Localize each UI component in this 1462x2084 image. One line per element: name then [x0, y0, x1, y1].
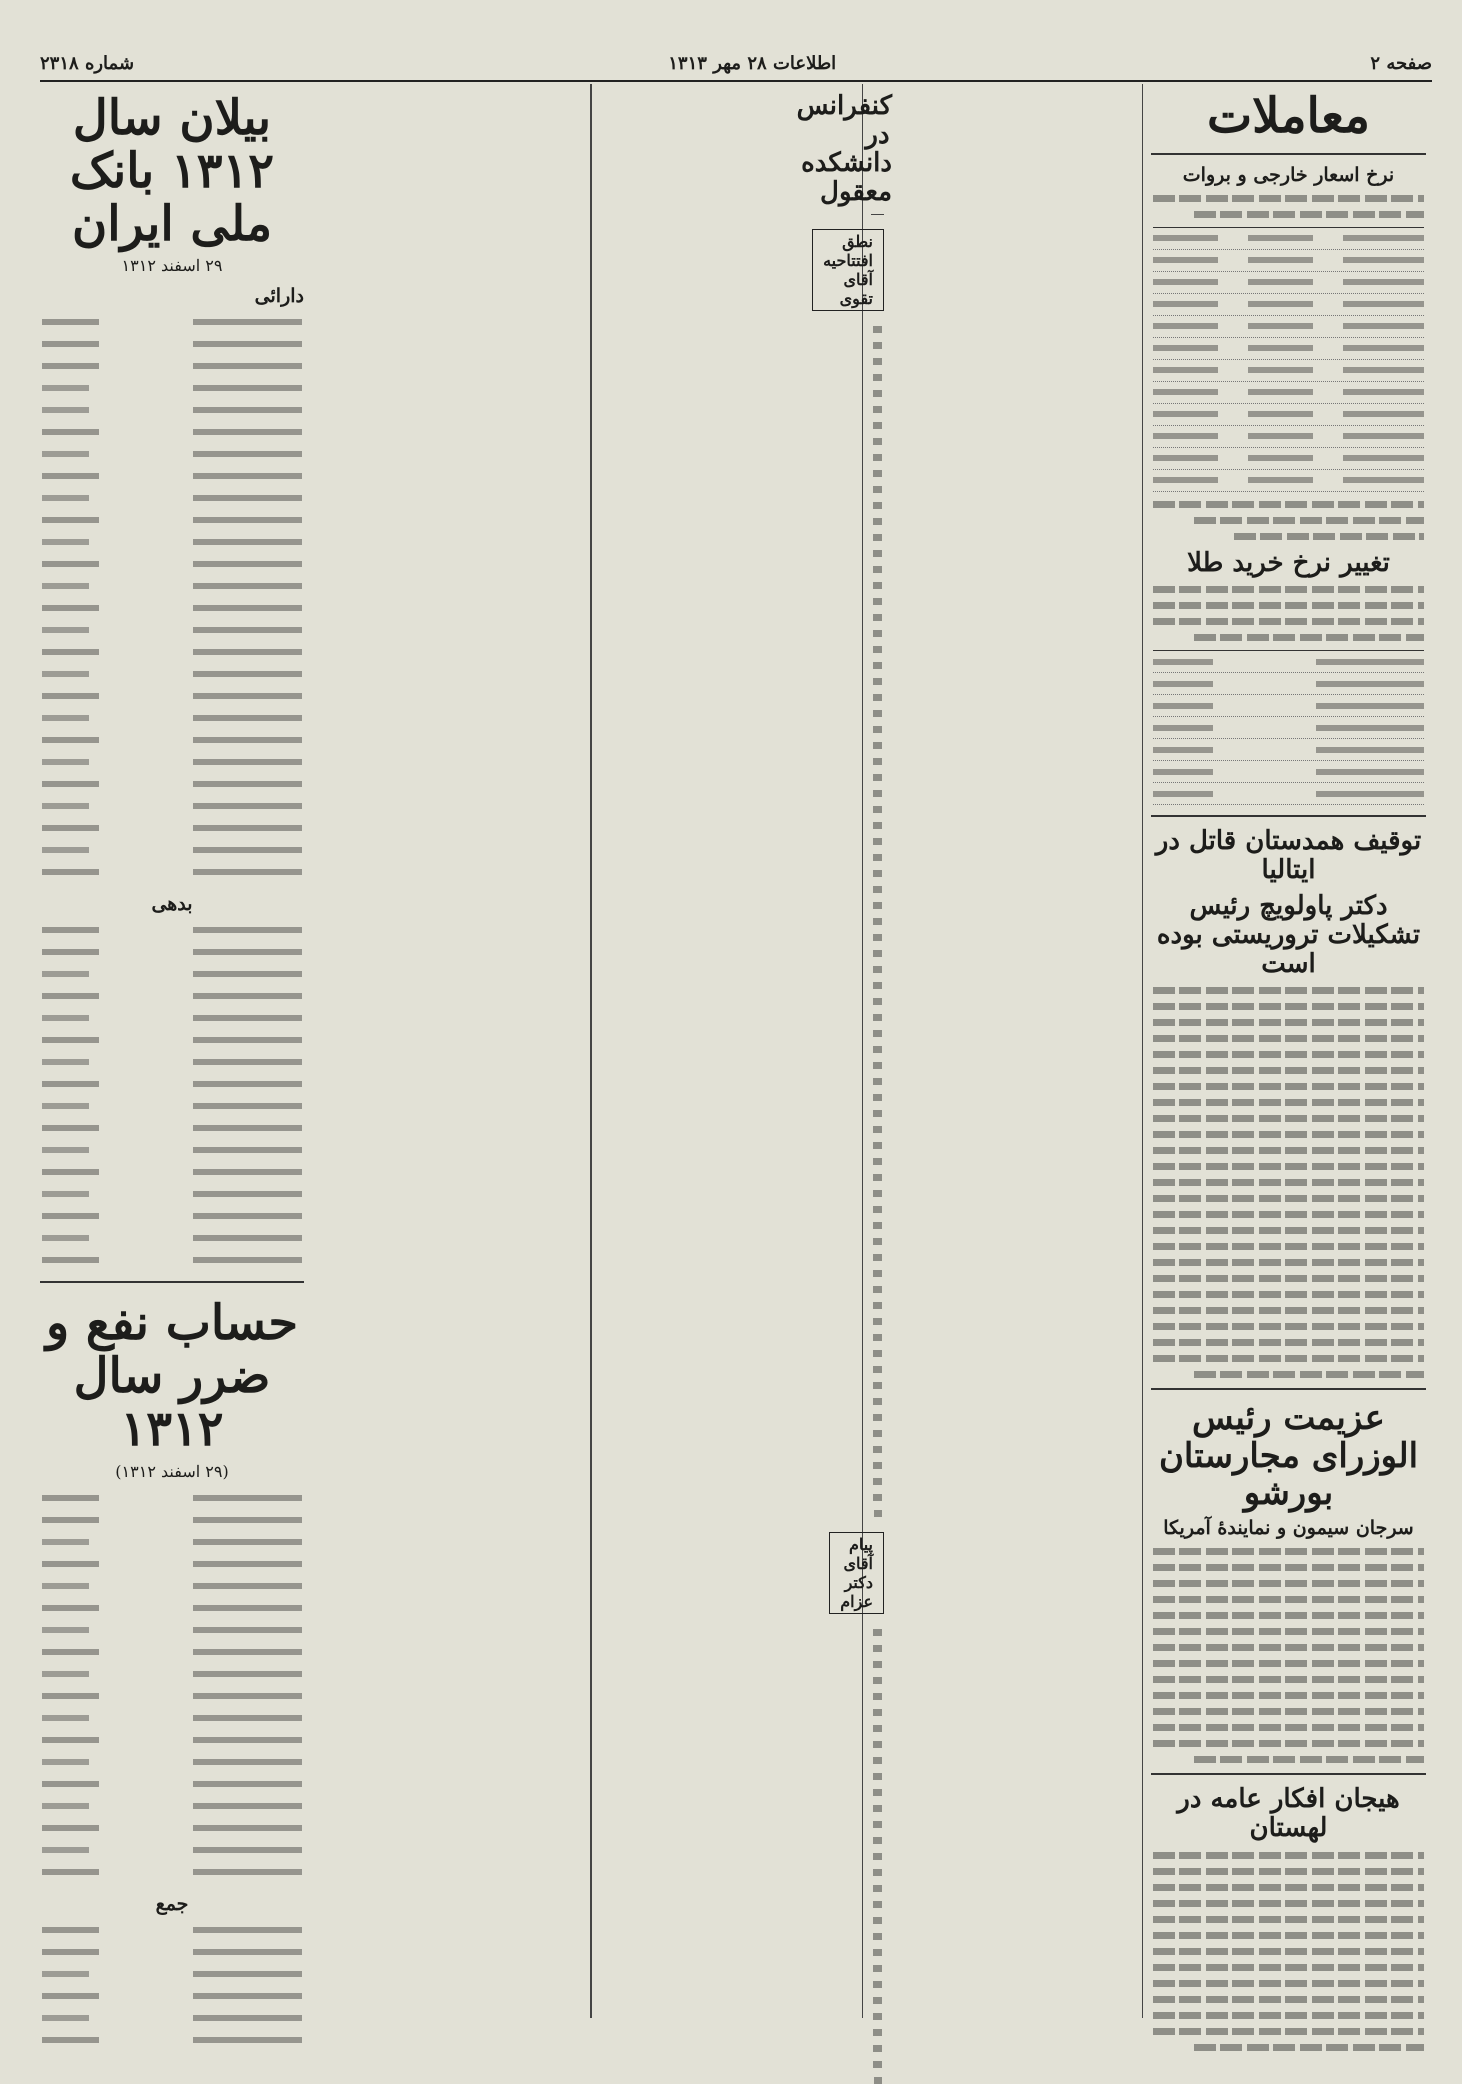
news-hungary-subtitle: سرجان سیمون و نمایندهٔ آمریکا — [1163, 1517, 1414, 1540]
balance-headline: بیلان سال ۱۳۱۲ بانک ملی ایران — [69, 90, 275, 252]
liabilities-ledger — [32, 919, 312, 1271]
gold-rate-title: تغییر نرخ خرید طلا — [1187, 547, 1390, 578]
header-right-label: صفحه ۲ — [1370, 52, 1432, 74]
news-italy-title: توقیف همدستان قاتل در ایتالیا — [1155, 826, 1422, 885]
exchange-rates-title: نرخ اسعار خارجی و بروات — [1182, 163, 1395, 186]
conference-subtitle: نطق افتتاحیه آقای تقوی — [812, 229, 884, 311]
page-header — [40, 46, 1432, 82]
profit-loss-ledger — [32, 1487, 312, 1883]
header-center-label: اطلاعات ۲۸ مهر ۱۳۱۳ — [668, 52, 837, 74]
column-bank-balance — [32, 84, 312, 2018]
liabilities-title: بدهی — [151, 893, 193, 916]
header-left-label: شماره ۲۳۱۸ — [40, 52, 135, 74]
spectator-body — [590, 1509, 591, 1932]
conference-body — [863, 326, 892, 1517]
news-italy-body — [1143, 987, 1434, 1378]
divider — [1151, 153, 1426, 155]
profit-loss-headline: حساب نفع و ضرر سال ۱۳۱۲ — [45, 1295, 299, 1457]
news-poland-body — [1143, 1852, 1434, 2051]
gold-rate-table — [1153, 650, 1424, 805]
profit-loss-date: (۲۹ اسفند ۱۳۱۲) — [115, 1461, 229, 1481]
news-hungary-body — [1143, 1548, 1434, 1763]
azzam-message-body — [863, 1629, 892, 2084]
transactions-headline: معاملات — [1206, 88, 1371, 144]
cinema-program-list — [590, 216, 591, 591]
column-transactions — [1142, 84, 1434, 2018]
column-shows — [590, 84, 592, 2018]
concert-body — [590, 679, 591, 1454]
exchange-rates-table — [1153, 227, 1424, 492]
assets-title: دارائی — [254, 285, 304, 308]
gold-rate-body — [1143, 586, 1434, 641]
profit-loss-total-label: جمع — [155, 1892, 189, 1915]
assets-ledger — [32, 311, 312, 883]
news-poland-title: هیجان افکار عامه در لهستان — [1177, 1784, 1400, 1843]
news-italy-subtitle: دکتر پاولویچ رئیس تشکیلات تروریستی بوده است — [1156, 891, 1421, 979]
conference-headline: کنفرانس در دانشکده معقول — [796, 91, 892, 207]
balance-date: ۲۹ اسفند ۱۳۱۲ — [121, 256, 223, 276]
azzam-message-title: پیام آقای دکتر عزام — [829, 1532, 884, 1614]
exchange-rates-intro — [1143, 195, 1434, 218]
column-conference — [796, 84, 892, 2018]
news-hungary-title: عزیمت رئیس الوزرای مجارستان بورشو — [1158, 1398, 1419, 1514]
